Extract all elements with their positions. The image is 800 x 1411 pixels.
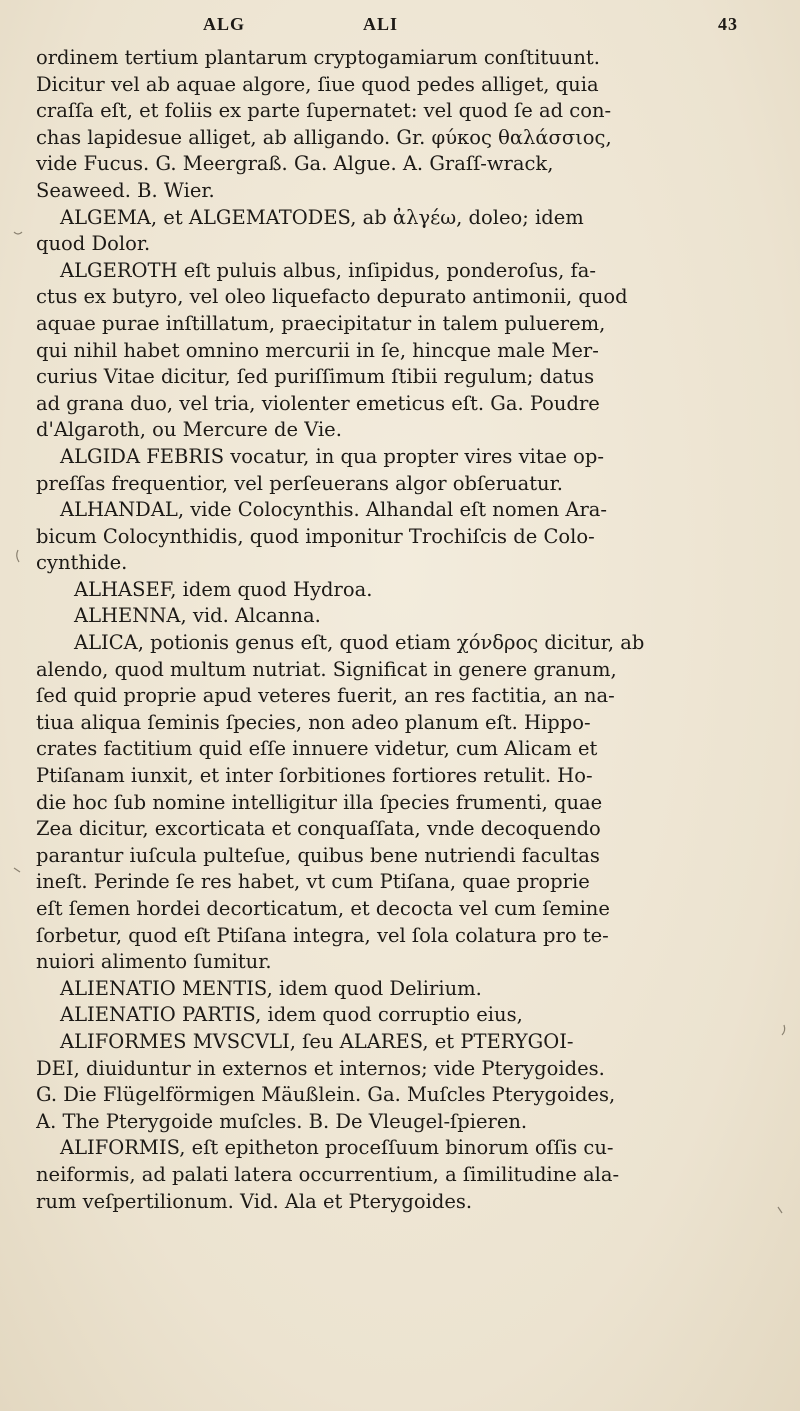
entry-headline: ALIENATIO MENTIS, idem quod Delirium. <box>60 976 482 1000</box>
text-line: ſed quid proprie apud veteres fuerit, an res factitia, an na- <box>36 684 615 708</box>
text-line: A. The Pterygoide muſcles. B. De Vleugel-ſpieren. <box>36 1109 528 1133</box>
entry-headline: ALIFORMIS, eſt epitheton proceſſuum binorum oſſis cu- <box>60 1136 614 1160</box>
text-line: nuiori alimento ſumitur. <box>36 950 272 974</box>
text-line: qui nihil habet omnino mercurii in ſe, hincque male Mer- <box>36 338 599 362</box>
text-line: Seaweed. B. Wier. <box>36 178 215 202</box>
text-line: ineſt. Perinde ſe res habet, vt cum Ptiſana, quae proprie <box>36 870 590 894</box>
margin-smudge-mark <box>17 550 19 562</box>
header-mid-word: ALI <box>363 14 399 34</box>
text-line: tiua aliqua ſeminis ſpecies, non adeo planum eſt. Hippo- <box>36 710 591 734</box>
header-left-word: ALG <box>203 14 246 34</box>
text-line: curius Vitae dicitur, ſed puriſſimum ſtibii regulum; datus <box>36 365 595 389</box>
text-line: eſt ſemen hordei decorticatum, et decocta vel cum ſemine <box>36 897 610 920</box>
entry-headline: ALGEROTH eſt puluis albus, inſipidus, ponderoſus, fa- <box>60 258 596 282</box>
margin-smudge-mark <box>782 1025 785 1035</box>
text-line: ad grana duo, vel tria, violenter emeticus eſt. Ga. Poudre <box>36 391 600 415</box>
text-line: vide Fucus. G. Meergraß. Ga. Algue. A. Graſſ-wrack, <box>36 152 554 176</box>
text-line: neiformis, ad palati latera occurrentium, a ſimilitudine ala- <box>36 1162 620 1186</box>
text-line: Dicitur vel ab aquae algore, ſiue quod pedes alliget, quia <box>36 72 599 96</box>
text-line: cynthide. <box>36 551 128 575</box>
entry-headline: ALHENNA, vid. Alcanna. <box>74 604 321 628</box>
text-line: ctus ex butyro, vel oleo liquefacto depurato antimonii, quod <box>36 285 628 309</box>
text-line: alendo, quod multum nutriat. Significat in genere granum, <box>36 657 617 681</box>
text-line: G. Die Flügelförmigen Mäußlein. Ga. Muſcles Pterygoides, <box>36 1083 616 1107</box>
text-line: preſſas frequentior, vel perſeuerans algor obſeruatur. <box>36 471 563 495</box>
text-line: rum veſpertilionum. Vid. Ala et Pterygoides. <box>36 1189 473 1213</box>
entry-headline: ALIENATIO PARTIS, idem quod corruptio eius, <box>60 1003 523 1027</box>
running-header <box>178 8 738 38</box>
text-line: Ptiſanam iunxit, et inter ſorbitiones fortiores retulit. Ho- <box>36 764 593 788</box>
text-line: ordinem tertium plantarum cryptogamiarum conſtituunt. <box>36 46 600 69</box>
entry-headline: ALHASEF, idem quod Hydroa. <box>74 577 373 601</box>
text-line: DEI, diuiduntur in externos et internos; vide Pterygoides. <box>36 1056 605 1080</box>
margin-smudge-mark <box>778 1207 782 1213</box>
margin-smudge-mark <box>14 868 20 872</box>
text-line: ſorbetur, quod eſt Ptiſana integra, vel ſola colatura pro te- <box>36 923 609 947</box>
entry-headline: ALHANDAL, vide Colocynthis. Alhandal eſt nomen Ara- <box>60 498 607 522</box>
text-line: craſſa eſt, et foliis ex parte ſupernatet: vel quod ſe ad con- <box>36 99 612 123</box>
text-line: chas lapidesue alliget, ab alligando. Gr. φύκος θαλάσσιος, <box>36 125 612 149</box>
margin-smudge-mark <box>14 232 22 234</box>
entry-headline: ALGIDA FEBRIS vocatur, in qua propter vires vitae op- <box>60 444 604 468</box>
entry-headline: ALGEMA, et ALGEMATODES, ab ἀλγέω, doleo; idem <box>60 205 584 229</box>
entry-headline: ALICA, potionis genus eſt, quod etiam χόνδρος dicitur, ab <box>74 631 645 655</box>
text-line: d'Algaroth, ou Mercure de Vie. <box>36 418 342 442</box>
text-line: quod Dolor. <box>36 232 151 256</box>
text-line: die hoc ſub nomine intelligitur illa ſpecies frumenti, quae <box>36 790 603 814</box>
text-line: crates factitium quid eſſe innuere videtur, cum Alicam et <box>36 737 598 761</box>
text-line: parantur iuſcula pulteſue, quibus bene nutriendi facultas <box>36 843 600 867</box>
page-number: 43 <box>718 14 738 34</box>
text-line: Zea dicitur, excorticata et conquaſſata, vnde decoquendo <box>36 817 601 841</box>
text-line: bicum Colocynthidis, quod imponitur Trochiſcis de Colo- <box>36 524 595 548</box>
text-line: aquae purae inſtillatum, praecipitatur in talem puluerem, <box>36 311 606 335</box>
body-text <box>36 45 764 1215</box>
entry-headline: ALIFORMES MVSCVLI, ſeu ALARES, et PTERYGOI- <box>60 1029 574 1053</box>
